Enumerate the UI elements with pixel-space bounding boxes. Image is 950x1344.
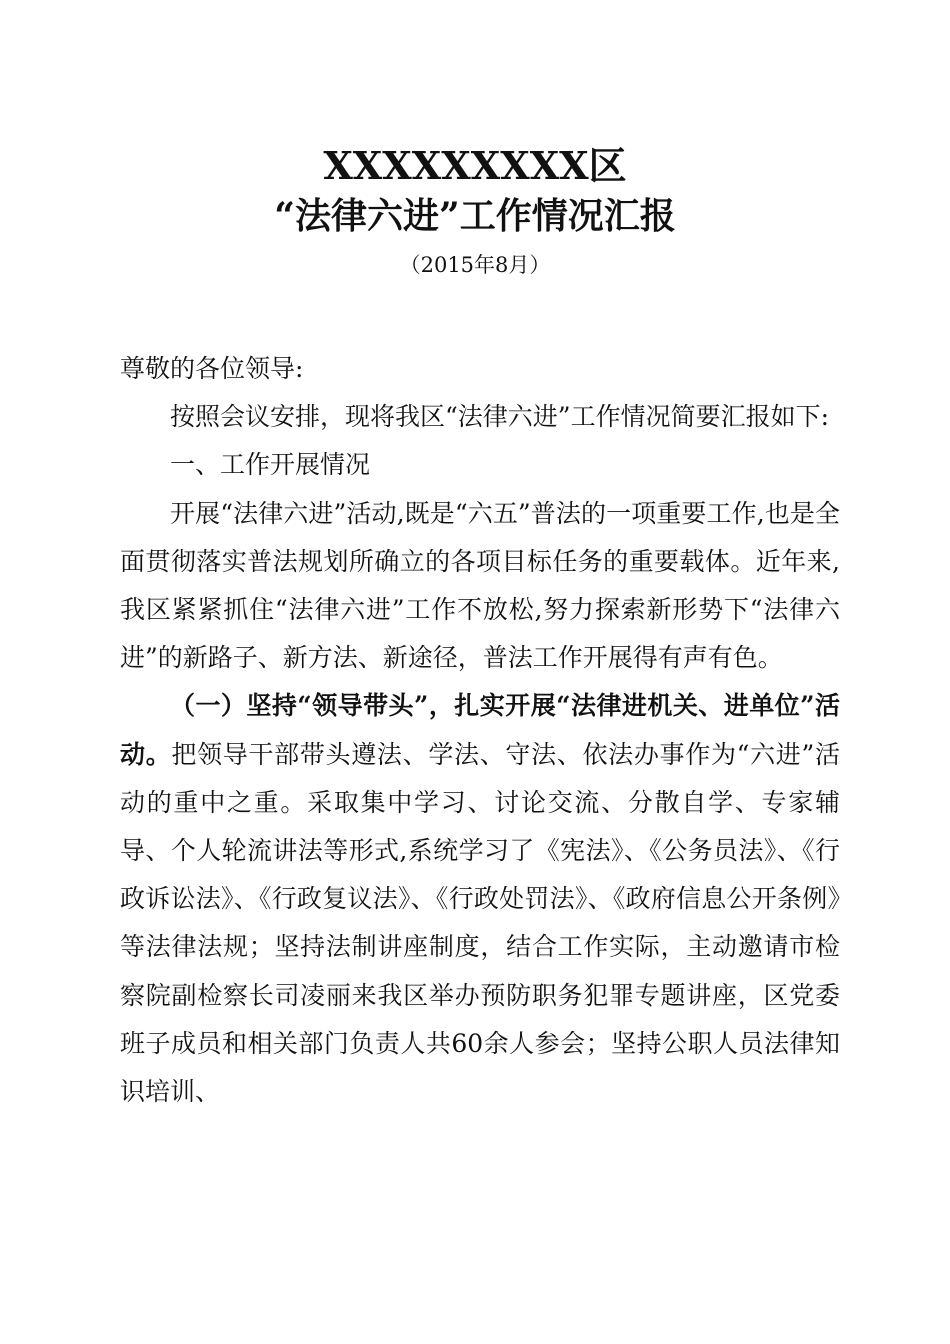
- subsection-1-body: 把领导干部带头遵法、学法、守法、依法办事作为“六进”活动的重中之重。采取集中学习、讨论交流、分散自学、专家辅导、个人轮流讲法等形式,系统学习了《宪法》、《公务员法》、《行政诉讼法》、《行政复议法》、《行政处罚法》、《政府信息公开条例》等法律法规；坚持法制讲座制度，结合工作实际，主动邀请市检察院副检察长司凌丽来我区举办预防职务犯罪专题讲座，区党委班子成员和相关部门负责人共60余人参会；坚持公职人员法律知识培训、: [120, 739, 840, 1107]
- document-body: [120, 345, 840, 1116]
- section-heading-1: 一、工作开展情况: [170, 450, 371, 480]
- section-1-paragraph: 开展“法律六进”活动,既是“六五”普法的一项重要工作,也是全面贯彻落实普法规划所确立的各项目标任务的重要载体。近年来,我区紧紧抓住“法律六进”工作不放松,努力探索新形势下“法律六进”的新路子、新方法、新途径，普法工作开展得有声有色。: [120, 498, 840, 673]
- document-title-line2: “法律六进”工作情况汇报: [274, 195, 676, 237]
- subsection-1-paragraph: [120, 682, 840, 1116]
- salutation: 尊敬的各位领导:: [120, 354, 304, 383]
- document-date: （2015年8月）: [399, 253, 551, 277]
- document-title-line1: XXXXXXXXX区: [323, 143, 627, 188]
- subsection-1-heading: （一）坚持“领导带头”，扎实开展“法律进机关、进单位”活动。: [120, 691, 840, 769]
- intro-paragraph: 按照会议安排，现将我区“法律六进”工作情况简要汇报如下:: [170, 402, 829, 432]
